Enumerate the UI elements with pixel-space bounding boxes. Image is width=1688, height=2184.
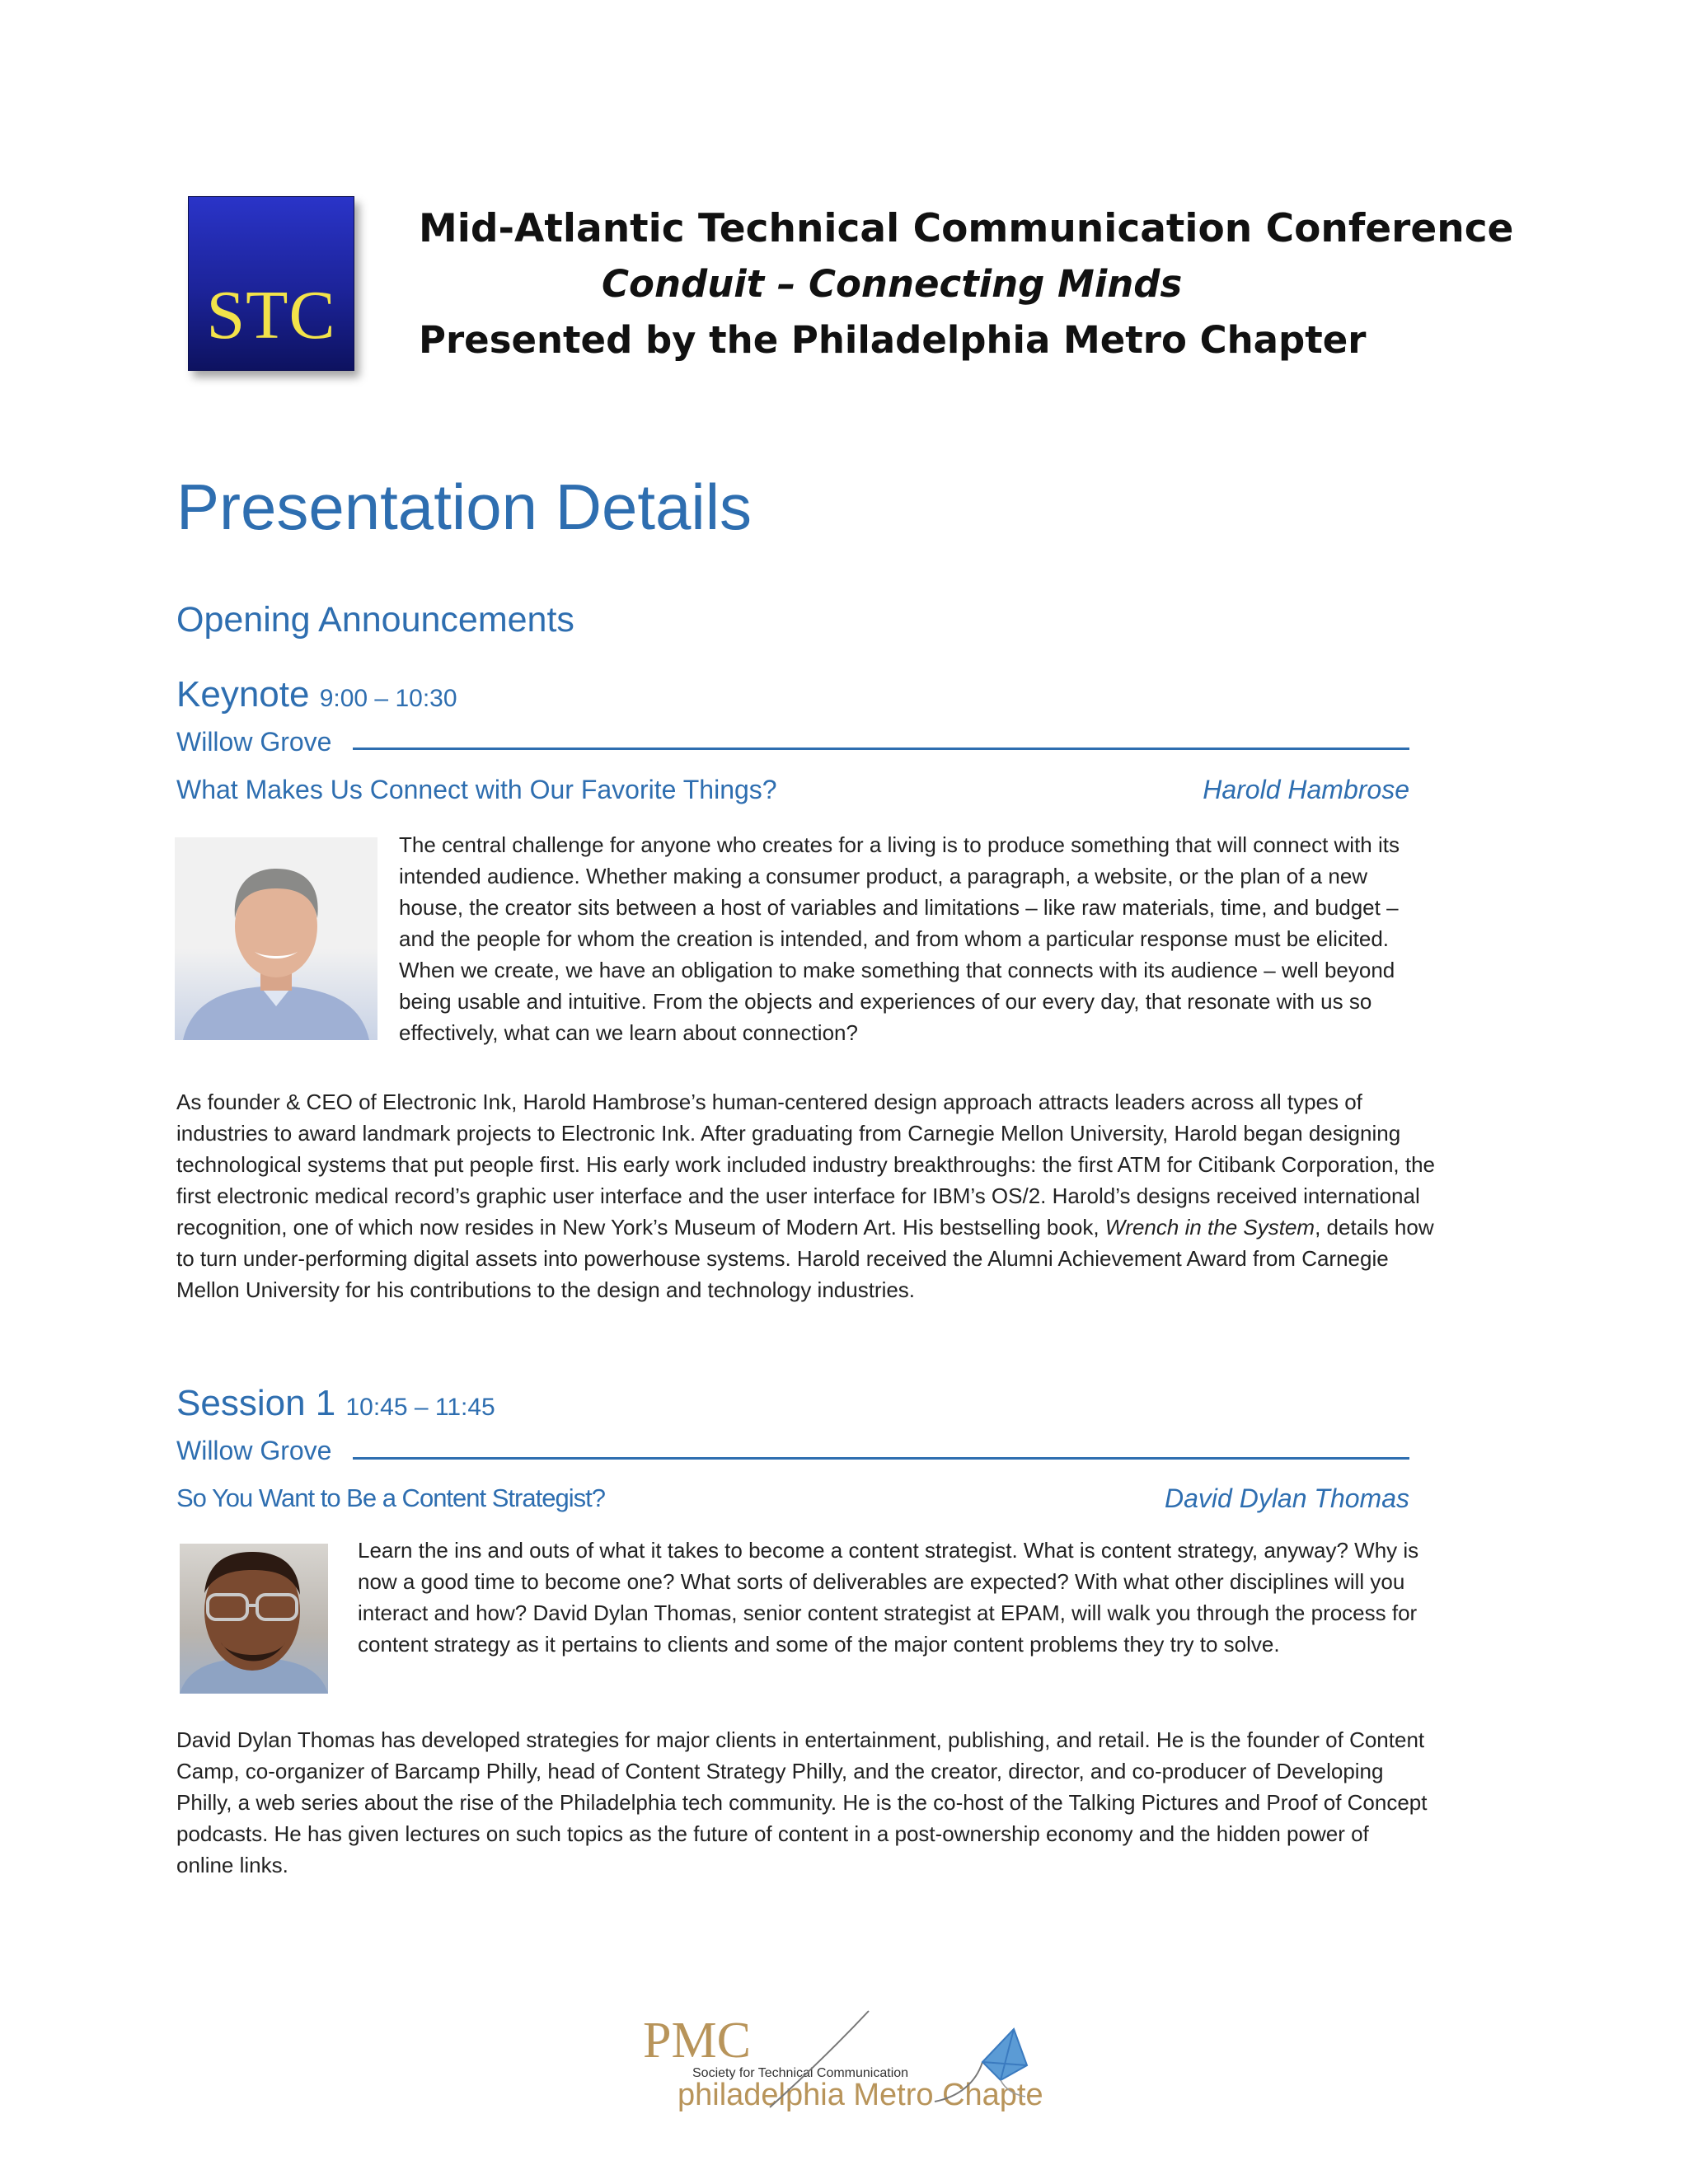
keynote-abstract — [399, 829, 1421, 1048]
session1-speaker: David Dylan Thomas — [1165, 1483, 1409, 1513]
keynote-bio-book: Wrench in the System — [1104, 1215, 1315, 1240]
page-title: Presentation Details — [176, 471, 753, 543]
conference-title: Mid-Atlantic Technical Communication Conference — [419, 206, 1514, 251]
david-portrait-icon — [180, 1544, 328, 1694]
session1-abstract — [358, 1535, 1421, 1660]
stc-logo — [188, 196, 354, 371]
harold-portrait-icon — [175, 837, 377, 1040]
session1-heading — [176, 1383, 495, 1424]
stc-logo-text: STC — [206, 277, 336, 354]
keynote-abstract-text: The central challenge for anyone who creates for a living is to produce something that will connect with its intended audience. Whether making a consumer product, a paragraph, a website, or the plan of a new house, the creator sits between a host of variables and limitations – like raw materials, time, and budget – and the people for whom the creation is intended, and from whom a particular response must be elicited. When we create, we have an obligation to make something that connects with its audience – well beyond being usable and intuitive. From the objects and experiences of our every day, that resonate with us so effectively, what can we learn about connection? — [399, 832, 1400, 1045]
pmc-line1: Society for Technical Communication — [692, 2066, 909, 2080]
keynote-heading — [176, 674, 457, 715]
session1-talk-title: So You Want to Be a Content Strategist? — [176, 1483, 605, 1512]
harold-hambrose-photo — [175, 837, 377, 1040]
opening-announcements-heading: Opening Announcements — [176, 600, 574, 640]
conference-presenter: Presented by the Philadelphia Metro Chapter — [419, 318, 1367, 362]
pmc-logo — [638, 2004, 1042, 2111]
keynote-title: Keynote — [176, 674, 310, 715]
pmc-line2: philadelphia Metro Chapter — [678, 2078, 1042, 2111]
keynote-bio-part2: , details how to turn under-performing digital assets into powerhouse systems. Harold received the Alumni Achievement Award from Carnegie Mellon University for his contributions to the design and technology industries. — [176, 1215, 1434, 1302]
session1-bio — [176, 1724, 1429, 1881]
session1-title: Session 1 — [176, 1383, 336, 1423]
keynote-room: Willow Grove — [176, 727, 343, 757]
session1-time: 10:45 – 11:45 — [345, 1394, 495, 1421]
david-dylan-thomas-photo — [180, 1544, 328, 1694]
session1-room: Willow Grove — [176, 1436, 343, 1466]
session1-room-rule — [353, 1457, 1409, 1460]
conference-theme: Conduit – Connecting Minds — [602, 262, 1183, 306]
keynote-room-rule — [353, 748, 1409, 750]
keynote-bio — [176, 1086, 1446, 1305]
session1-abstract-text: Learn the ins and outs of what it takes to become a content strategist. What is content strategy, anyway? Why is now a good time to become one? What sorts of deliverables are expected? With what other disciplines will you interact and how? David Dylan Thomas, senior content strategist at EPAM, will walk you through the process for content strategy as it pertains to clients and some of the major content problems they try to solve. — [358, 1538, 1419, 1657]
pmc-mark: PMC — [643, 2013, 751, 2069]
pmc-kite-logo-icon — [638, 2004, 1042, 2111]
session1-bio-text: David Dylan Thomas has developed strategies for major clients in entertainment, publishing, and retail. He is the founder of Content Camp, co-organizer of Barcamp Philly, head of Content Strategy Philly, and the creator, director, and co-producer of Developing Philly, a web series about the rise of the Philadelphia tech community. He is the co-host of the Talking Pictures and Proof of Concept podcasts. He has given lectures on such topics as the future of content in a post-ownership economy and the hidden power of online links. — [176, 1727, 1428, 1877]
keynote-talk-title: What Makes Us Connect with Our Favorite Things? — [176, 775, 777, 804]
keynote-time: 9:00 – 10:30 — [319, 685, 457, 712]
keynote-bio-part1: As founder & CEO of Electronic Ink, Harold Hambrose’s human-centered design approach attracts leaders across all types of industries to award landmark projects to Electronic Ink. After graduating from Carnegie Mellon University, Harold began designing technological systems that put people first. His early work included industry breakthroughs: the first ATM for Citibank Corporation, the first electronic medical record’s graphic user interface and the user interface for IBM’s OS/2. Harold’s designs received international recognition, one of which now resides in New York’s Museum of Modern Art. His bestselling book, — [176, 1090, 1436, 1240]
keynote-speaker: Harold Hambrose — [1203, 775, 1409, 804]
